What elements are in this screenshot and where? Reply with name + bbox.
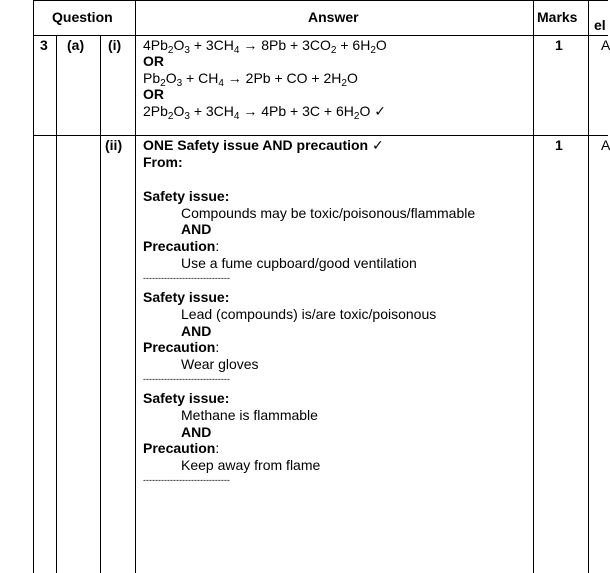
row1-marks: 1 <box>555 37 563 53</box>
equation-1: $4Pb_2O_3 + 3CH_4 \to 8Pb + 3CO_2 + 6H_2O$ <box>143 37 387 56</box>
col-border-qnum <box>56 35 57 573</box>
header-answer: Answer <box>308 9 359 25</box>
from-label: From: <box>143 154 183 170</box>
row1-bottom-border <box>33 135 608 136</box>
safety-issue-text: Lead (compounds) is/are toxic/poisonous <box>181 306 437 322</box>
precaution-label: Precaution: <box>143 339 220 355</box>
safety-issue-label: Safety issue: <box>143 188 230 204</box>
question-part: (a) <box>67 37 85 53</box>
precaution-text: Use a fume cupboard/good ventilation <box>181 255 417 271</box>
divider: ----------------------------- <box>143 273 230 283</box>
row2-marks: 1 <box>555 137 563 153</box>
safety-heading: ONE Safety issue AND precaution ✓ <box>143 137 384 153</box>
question-number: 3 <box>40 37 48 53</box>
safety-issue-label: Safety issue: <box>143 289 230 305</box>
precaution-text: Wear gloves <box>181 356 259 372</box>
equation-3: $2Pb_2O_3 + 3CH_4 \to 4Pb + 3C + 6H_2O$ ✓ <box>143 103 386 122</box>
precaution-label: Precaution: <box>143 238 220 254</box>
question-subpart-ii: (ii) <box>105 137 123 153</box>
and-label: AND <box>181 424 212 440</box>
and-label: AND <box>181 323 212 339</box>
safety-issue-label: Safety issue: <box>143 390 230 406</box>
precaution-label: Precaution: <box>143 440 220 456</box>
col-border-marks <box>533 0 534 573</box>
divider: ----------------------------- <box>143 374 230 384</box>
or-label-1: OR <box>143 53 164 69</box>
header-question: Question <box>52 9 113 25</box>
col-border-answer <box>135 0 136 573</box>
precaution-text: Keep away from flame <box>181 457 321 473</box>
row1-next-column-fragment: A <box>601 37 610 53</box>
divider: ----------------------------- <box>143 475 230 485</box>
row2-next-column-fragment: A <box>601 137 610 153</box>
and-label: AND <box>181 221 212 237</box>
question-subpart-i: (i) <box>108 37 122 53</box>
col-border-next <box>588 0 589 573</box>
col-border-part <box>100 35 101 573</box>
equation-2: $Pb_2O_3 + CH_4 \to 2Pb$ + CO + $2H_2O$ <box>143 70 358 89</box>
header-next-column-fragment: el <box>594 17 606 33</box>
table-top-border <box>33 0 608 1</box>
header-marks: Marks <box>537 9 578 25</box>
or-label-2: OR <box>143 86 164 102</box>
col-border-left <box>33 0 34 573</box>
safety-issue-text: Methane is flammable <box>181 407 318 423</box>
safety-issue-text: Compounds may be toxic/poisonous/flammable <box>181 205 476 221</box>
header-bottom-border <box>33 35 608 36</box>
